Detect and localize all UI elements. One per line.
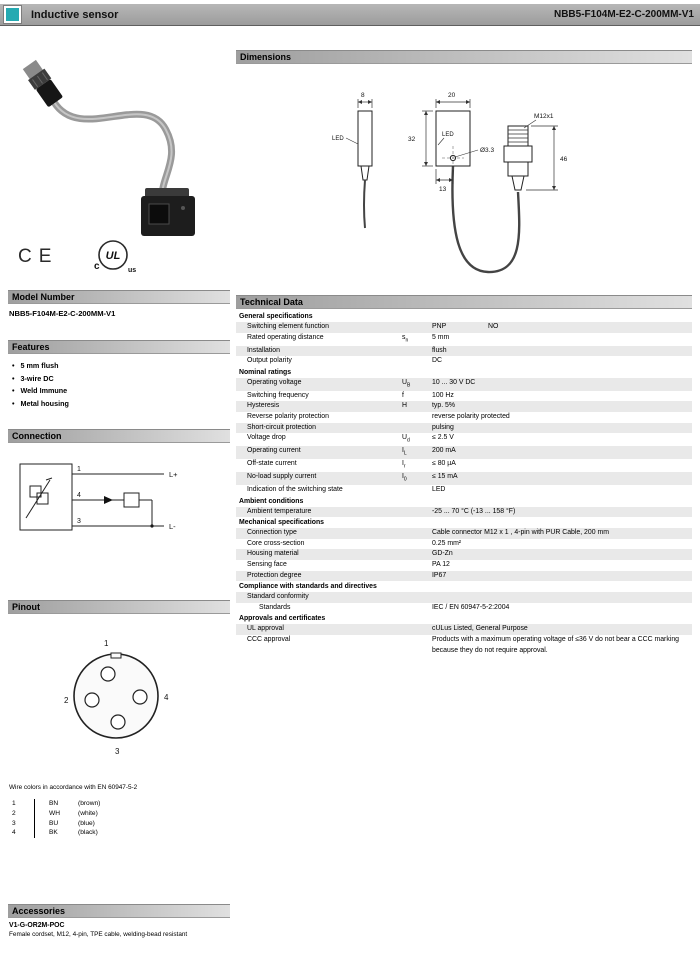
dimensions-drawing [236,66,692,292]
spec-row [236,423,692,434]
page-title: Inductive sensor [31,8,119,21]
feature-item [12,398,69,411]
spec-symbol [402,603,432,614]
spec-section-title: Nominal ratings [236,367,692,378]
spec-label: Switching element function [247,323,329,330]
wire-color-row [12,828,100,838]
feature-label: • Weld Immune [20,386,68,395]
spec-symbol: $U_d$ [402,434,410,444]
spec-value: IP67 [432,571,447,579]
spec-row [236,592,692,603]
feature-label: • 5 mm flush [20,361,59,370]
feature-item [12,385,69,398]
spec-row [236,346,692,357]
spec-label: Sensing face [247,560,287,568]
section-pinout: Pinout [8,600,230,614]
spec-symbol [402,507,432,518]
spec-symbol [402,592,432,603]
spec-row [236,603,692,614]
spec-row [236,459,692,472]
spec-value: ≤ 2.5 V [432,434,454,442]
pinout-diagram [38,620,198,770]
section-dimensions: Dimensions [236,50,692,64]
wire-pin: 2 [12,809,16,817]
spec-row [236,472,692,485]
dim-32-label: 32 [408,136,416,143]
ul-us-letters: us [128,267,137,274]
spec-label: Off-state current [247,460,297,468]
wire-pin: 1 [12,800,16,807]
feature-label: • Metal housing [20,398,69,408]
ul-letters: UL [105,250,121,262]
pin-1-label: 1 [104,639,109,648]
spec-section-title: Ambient conditions [236,496,692,507]
section-connection: Connection [8,429,230,443]
dim-thread-label: M12x1 [534,113,554,120]
led-label-side: LED [332,136,344,142]
spec-symbol [402,412,432,423]
section-accessories: Accessories [8,904,230,918]
spec-symbol: H [402,402,407,410]
spec-value: ≤ 80 µA [432,460,456,468]
spec-row [236,433,692,446]
spec-value-2: NO [488,323,499,330]
model-number-value: NBB5-F104M-E2-C-200MM-V1 [9,309,116,318]
accessory-description: Female cordset, M12, 4-pin, TPE cable, welding-bead resistant [9,931,188,938]
spec-row [236,446,692,459]
spec-symbol [402,485,432,496]
spec-value: IEC / EN 60947-5-2:2004 [432,603,510,611]
spec-row [236,356,692,367]
spec-row [236,635,692,656]
spec-value: 200 mA [432,447,456,455]
ul-c-letter: c [94,261,100,272]
spec-label: Installation [247,346,280,354]
section-technical-data: Technical Data [236,295,692,309]
spec-symbol [402,539,432,550]
spec-label: UL approval [247,625,284,633]
spec-value: GD-Zn [432,550,453,558]
spec-symbol: $I_L$ [402,447,407,457]
m12-connector-drawing [504,126,532,190]
spec-label: CCC approval [247,635,291,643]
dim-46-label: 46 [560,156,568,163]
wire-code: WH [34,809,78,819]
wire-3-label: 3 [77,518,81,525]
spec-section-title: Approvals and certificates [236,613,692,624]
spec-symbol [402,346,432,357]
spec-label: Reverse polarity protection [247,412,329,420]
pin-2-label: 2 [64,696,69,705]
spec-symbol: $U_B$ [402,378,411,389]
spec-row [236,391,692,402]
ce-mark: CE [18,246,59,267]
wire-4-label: 4 [77,492,81,499]
wire-code: BK [34,828,78,838]
spec-row [236,549,692,560]
feature-label: • 3-wire DC [20,373,54,383]
brand-logo-icon [4,6,21,23]
lplus-label: L+ [169,470,178,479]
spec-value: -25 ... 70 °C (-13 ... 158 °F) [432,507,516,515]
section-features: Features [8,340,230,354]
spec-section-title: General specifications [236,311,692,322]
spec-row [236,322,692,333]
spec-value: PA 12 [432,560,450,568]
spec-value: DC [432,357,442,365]
wire-name: (brown) [78,800,101,807]
lminus-label: L- [169,522,176,531]
wire-color-row [12,809,100,819]
spec-label: Rated operating distance [247,333,324,341]
pin-4-label: 4 [164,693,169,702]
spec-label: No-load supply current [247,473,317,480]
wire-1-label: 1 [77,466,81,473]
wire-color-row [12,819,100,829]
spec-value: reverse polarity protected [432,412,510,420]
dim-20-label: 20 [448,92,456,99]
led-label-front: LED [442,132,454,138]
feature-item [12,360,69,373]
feature-item [12,373,69,386]
spec-symbol: $s_n$ [402,333,409,343]
section-model-number: Model Number [8,290,230,304]
spec-label: Indication of the switching state [247,485,343,493]
spec-label: Short-circuit protection [247,423,316,431]
spec-label: Switching frequency [247,391,309,399]
spec-label: Core cross-section [247,539,305,547]
wire-colors-table [12,799,100,838]
spec-symbol [402,571,432,582]
wire-name: (blue) [78,819,95,827]
wire-colors-note: Wire colors in accordance with EN 60947-5-2 [9,784,138,791]
spec-symbol [402,356,432,367]
spec-row [236,333,692,346]
spec-value: cULus Listed, General Purpose [432,625,528,633]
spec-row [236,539,692,550]
spec-label: Connection type [247,529,297,537]
spec-label: Operating current [247,447,301,455]
spec-value: Cable connector M12 x 1 , 4-pin with PUR Cable, 200 mm [432,529,609,537]
spec-label: Hysteresis [247,402,280,410]
spec-symbol [402,423,432,434]
spec-label: Output polarity [247,357,292,365]
spec-label: Operating voltage [247,378,302,386]
spec-symbol [402,549,432,560]
dim-hole-label: Ø3.3 [480,147,495,154]
spec-label: Standards [259,603,291,611]
spec-symbol: $I_r$ [402,460,406,470]
page-header [0,4,700,26]
wire-pin: 3 [12,819,16,827]
wire-name: (black) [78,829,98,837]
wire-code: BU [34,819,78,829]
spec-value: 0.25 mm² [432,539,462,547]
spec-symbol: f [402,391,404,399]
spec-value: flush [432,346,447,354]
dim-8-label: 8 [361,92,365,99]
spec-value: 10 ... 30 V DC [432,378,476,386]
header-model-number: NBB5-F104M-E2-C-200MM-V1 [553,9,694,20]
spec-label: Housing material [247,550,299,558]
spec-symbol [402,624,432,635]
technical-data-table [236,311,692,656]
spec-value: PNP NO [432,322,692,333]
spec-value: LED [432,485,446,493]
spec-symbol [402,322,432,333]
sensor-body [141,188,195,236]
wire-color-row [12,799,100,809]
spec-label: Voltage drop [247,434,286,442]
spec-symbol [402,635,432,656]
spec-row [236,507,692,518]
spec-row [236,560,692,571]
dim-13-label: 13 [439,186,447,193]
spec-value [432,592,692,603]
m12-connector [21,59,64,108]
spec-value: ≤ 15 mA [432,473,458,480]
spec-row [236,485,692,496]
spec-section-title: Mechanical specifications [236,517,692,528]
features-list [12,360,69,410]
ul-mark [88,236,140,278]
spec-row [236,528,692,539]
spec-row [236,378,692,391]
spec-row [236,624,692,635]
spec-symbol [402,560,432,571]
spec-value: 5 mm [432,333,450,341]
spec-value: Products with a maximum operating voltage of ≤36 V do not bear a CCC marking because they do not require approval. [432,635,679,654]
spec-label: Standard conformity [247,593,309,601]
wire-name: (white) [78,809,98,817]
spec-row [236,571,692,582]
spec-symbol: $I_0$ [402,473,407,483]
connection-diagram [12,448,217,553]
spec-value: pulsing [432,423,454,431]
spec-value: typ. 5% [432,402,455,410]
accessory-name: V1-G-OR2M-POC [9,922,65,929]
pin-3-label: 3 [115,747,120,756]
wire-pin: 4 [12,829,16,837]
spec-value: 100 Hz [432,391,454,399]
wire-code: BN [34,799,78,809]
spec-label: Ambient temperature [247,507,312,515]
spec-row [236,412,692,423]
spec-row [236,401,692,412]
spec-section-title: Compliance with standards and directives [236,581,692,592]
spec-symbol [402,528,432,539]
spec-label: Protection degree [247,571,302,579]
